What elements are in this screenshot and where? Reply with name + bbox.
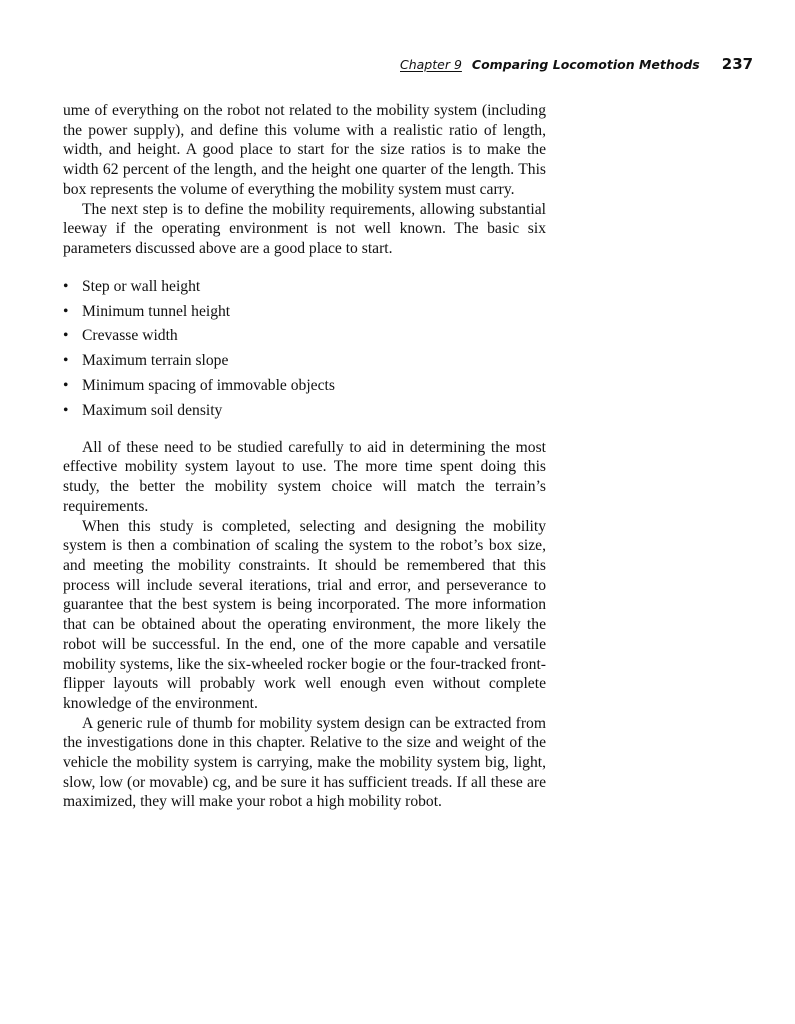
bullet-icon: • [63,377,69,395]
list-item-text: Minimum spacing of immovable objects [82,377,335,395]
body-text [63,101,546,812]
page-number: 237 [721,55,754,73]
list-item-text: Crevasse width [82,327,178,345]
paragraph-3: All of these need to be studied carefully to aid in determining the most effective mobility system layout to use. The more time spent doing this study, the better the mobility system choice will match the terrain’s requirements. [63,438,546,515]
running-header [400,55,754,75]
bullet-icon: • [63,352,69,370]
list-item [63,302,546,322]
bullet-icon: • [63,327,69,345]
paragraph-4: When this study is completed, selecting and designing the mobility system is then a combination of scaling the system to the robot’s box size, and meeting the mobility constraints. It should be remembered that this process will include several iterations, trial and error, and perseverance to guarantee that the best system is being incorporated. The more information that can be obtained about the operating environment, the more likely the robot will be successful. In the end, one of the more capable and versatile mobility systems, like the six-wheeled rocker bogie or the four-tracked front-flipper layouts will probably work well enough even without complete knowledge of the environment. [63,517,546,712]
paragraph-1: ume of everything on the robot not related to the mobility system (including the power supply), and define this volume with a realistic ratio of length, width, and height. A good place to start for the size ratios is to make the width 62 percent of the length, and the height one quarter of the length. This box represents the volume of everything the mobility system must carry. [63,102,546,198]
paragraph-5: A generic rule of thumb for mobility system design can be extracted from the investigations done in this chapter. Relative to the size and weight of the vehicle the mobility system is carrying, make the mobility system big, light, slow, low (or movable) cg, and be sure it has sufficient treads. If all these are maximized, they will make your robot a high mobility robot. [63,714,546,811]
list-item [63,351,546,371]
list-item [63,376,546,396]
chapter-title: Comparing Locomotion Methods [471,57,700,72]
list-item-text: Step or wall height [82,277,201,295]
bullet-icon: • [63,277,69,295]
chapter-label: Chapter 9 [400,57,462,72]
paragraph-2: The next step is to define the mobility requirements, allowing substantial leeway if the operating environment is not well known. The basic six parameters discussed above are a good place to start. [63,200,546,257]
list-item-text: Maximum terrain slope [82,352,229,370]
bullet-icon: • [63,302,69,320]
requirements-list [63,277,546,421]
list-item [63,401,546,421]
bullet-icon: • [63,402,69,420]
list-item-text: Maximum soil density [82,402,223,420]
list-item-text: Minimum tunnel height [82,302,231,320]
list-item [63,326,546,346]
list-item [63,277,546,297]
